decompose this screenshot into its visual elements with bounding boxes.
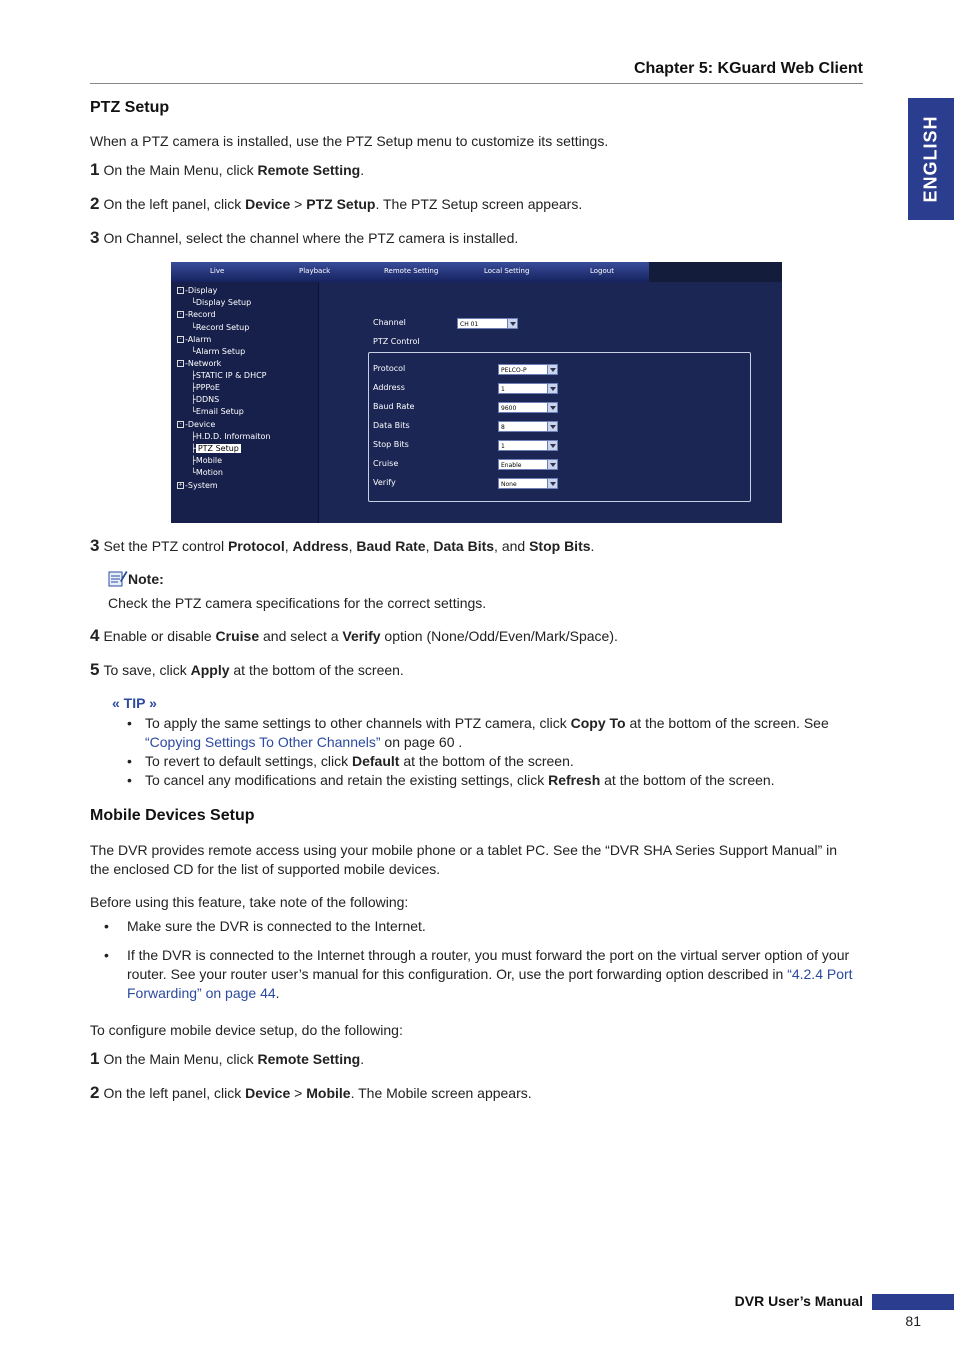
menu-bar-filler [649, 262, 782, 282]
tree-pppoe[interactable]: ├PPPoE [191, 383, 220, 392]
ptz-step-3: 3 On Channel, select the channel where the PTZ camera is installed. [90, 228, 519, 247]
ptz-settings-panel [319, 282, 782, 523]
data-bits-label: Data Bits [373, 421, 410, 430]
cruise-label: Cruise [373, 459, 399, 468]
ptz-intro: When a PTZ camera is installed, use the PTZ Setup menu to customize its settings. [90, 133, 609, 149]
cruise-select[interactable]: Enable [498, 459, 558, 470]
page-number: 81 [905, 1313, 921, 1329]
stop-bits-select[interactable]: 1 [498, 440, 558, 451]
manual-title: DVR User’s Manual [734, 1293, 863, 1309]
tree-mobile[interactable]: ├Mobile [191, 456, 223, 465]
address-select[interactable]: 1 [498, 383, 558, 394]
tip-item-default: • To revert to default settings, click Default at the bottom of the screen. [127, 752, 857, 771]
tree-ptz-setup-row: ├ PTZ Setup [191, 444, 239, 453]
ptz-step-4: 4 Enable or disable Cruise and select a Verify option (None/Odd/Even/Mark/Space). [90, 626, 618, 645]
address-label: Address [373, 383, 405, 392]
chevron-down-icon [507, 319, 517, 328]
menu-live[interactable]: Live [210, 267, 225, 275]
tree-device[interactable]: - -Device [177, 420, 215, 429]
tip-item-refresh: • To cancel any modifications and retain the existing settings, click Refresh at the bottom of the screen. [127, 771, 857, 790]
mobile-step-2: 2 On the left panel, click Device > Mobile. The Mobile screen appears. [90, 1083, 532, 1102]
tree-static-ip[interactable]: ├STATIC IP & DHCP [191, 371, 267, 380]
collapse-icon: - [177, 336, 184, 343]
language-label: ENGLISH [920, 115, 941, 203]
tree-motion[interactable]: └Motion [191, 468, 223, 477]
stop-bits-label: Stop Bits [373, 440, 409, 449]
chevron-down-icon [547, 384, 557, 393]
note-block [108, 569, 164, 587]
channel-label: Channel [373, 318, 406, 327]
tree-ddns[interactable]: ├DDNS [191, 395, 220, 404]
copying-settings-link[interactable]: “Copying Settings To Other Channels” [145, 734, 381, 750]
ptz-step-1: 1 On the Main Menu, click Remote Setting. [90, 160, 365, 179]
tip-list [127, 714, 857, 790]
chevron-down-icon [547, 441, 557, 450]
tree-alarm-setup[interactable]: └Alarm Setup [191, 347, 246, 356]
tree-hdd-information[interactable]: ├H.D.D. Informaiton [191, 432, 271, 441]
header-rule [90, 83, 863, 84]
port-forwarding-link[interactable]: “4.2.4 Port Forwarding” on page 44 [127, 966, 853, 1001]
tip-label: « TIP » [112, 695, 157, 711]
tree-record[interactable]: - -Record [177, 310, 216, 319]
mobile-step-1: 1 On the Main Menu, click Remote Setting. [90, 1049, 365, 1068]
ptz-control-label: PTZ Control [373, 337, 420, 346]
mobile-bullet-internet: • Make sure the DVR is connected to the Internet. [104, 917, 859, 936]
mobile-configure: To configure mobile device setup, do the following: [90, 1022, 403, 1038]
mobile-setup-heading: Mobile Devices Setup [90, 807, 255, 824]
protocol-select[interactable]: PELCO-P [498, 364, 558, 375]
baud-rate-label: Baud Rate [373, 402, 415, 411]
tree-display-setup[interactable]: └Display Setup [191, 298, 252, 307]
mobile-before: Before using this feature, take note of the following: [90, 894, 409, 910]
settings-tree [171, 282, 319, 523]
ptz-control-group [368, 352, 751, 502]
mobile-bullets [104, 917, 859, 1003]
ptz-setup-heading: PTZ Setup [90, 99, 170, 116]
chapter-title: Chapter 5: KGuard Web Client [633, 60, 863, 77]
tree-alarm[interactable]: - -Alarm [177, 335, 211, 344]
collapse-icon: - [177, 360, 184, 367]
baud-rate-select[interactable]: 9600 [498, 402, 558, 413]
language-tab [908, 98, 954, 220]
menu-local-setting[interactable]: Local Setting [484, 267, 530, 275]
ptz-setup-screenshot [171, 262, 782, 523]
tree-email-setup[interactable]: └Email Setup [191, 407, 244, 416]
verify-select[interactable]: None [498, 478, 558, 489]
menu-playback[interactable]: Playback [299, 267, 331, 275]
ptz-step-2: 2 On the left panel, click Device > PTZ Setup. The PTZ Setup screen appears. [90, 194, 583, 213]
collapse-icon: - [177, 287, 184, 294]
tree-network[interactable]: - -Network [177, 359, 221, 368]
footer-bar [872, 1294, 954, 1310]
collapse-icon: - [177, 311, 184, 318]
ptz-step-5: 5 To save, click Apply at the bottom of the screen. [90, 660, 404, 679]
menu-remote-setting[interactable]: Remote Setting [384, 267, 439, 275]
collapse-icon: - [177, 421, 184, 428]
tree-record-setup[interactable]: └Record Setup [191, 323, 250, 332]
menu-logout[interactable]: Logout [590, 267, 614, 275]
protocol-label: Protocol [373, 364, 406, 373]
verify-label: Verify [373, 478, 396, 487]
tree-system[interactable]: + -System [178, 481, 218, 490]
expand-icon: + [178, 482, 183, 488]
dvr-menu-bar [171, 262, 649, 282]
chevron-down-icon [547, 422, 557, 431]
tree-display[interactable]: - -Display [177, 286, 217, 295]
mobile-bullet-router: • If the DVR is connected to the Internet through a router, you must forward the port on the virtual server option of your router. See your router user’s manual for this configuration. Or, use the port forwarding option described in “4.2.4 Port Forwarding” on page 44. [104, 946, 859, 1003]
chevron-down-icon [547, 365, 557, 374]
mobile-intro: The DVR provides remote access using your mobile phone or a tablet PC. See the “DVR SHA Series Support Manual” in the enclosed CD for the list of supported mobile devices. [90, 842, 838, 877]
note-text: Check the PTZ camera specifications for the correct settings. [108, 595, 487, 611]
ptz-step-3b: 3 Set the PTZ control Protocol, Address, Baud Rate, Data Bits, and Stop Bits. [90, 536, 595, 555]
note-label: Note: [128, 571, 164, 587]
chevron-down-icon [547, 479, 557, 488]
tree-ptz-setup[interactable]: PTZ Setup [197, 444, 239, 453]
note-icon [108, 569, 128, 587]
chevron-down-icon [547, 460, 557, 469]
tip-item-copy-to: • To apply the same settings to other channels with PTZ camera, click Copy To at the bottom of the screen. See “Copying Settings To Other Channels” on page 60 . [127, 714, 857, 752]
channel-select[interactable]: CH 01 [457, 318, 518, 329]
data-bits-select[interactable]: 8 [498, 421, 558, 432]
chevron-down-icon [547, 403, 557, 412]
